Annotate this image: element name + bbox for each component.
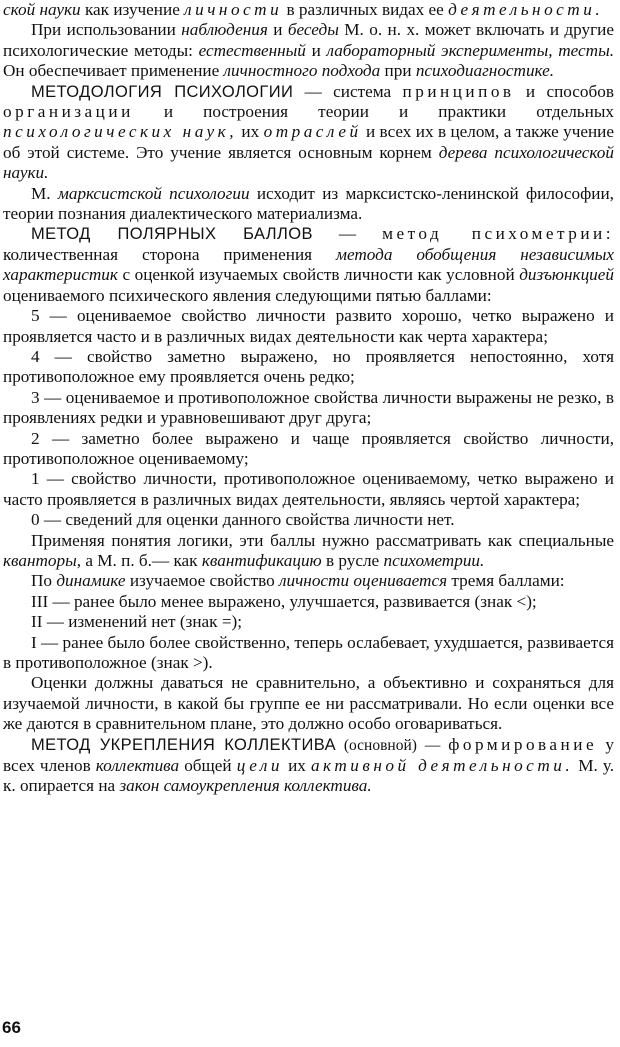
text-run: тремя баллами: <box>447 571 565 591</box>
text-run: М. о. н. х. может включать и другие психологические методы: <box>3 20 615 60</box>
text-run: Применяя понятия логики, эти баллы нужно рассматривать как специальные <box>31 530 614 550</box>
term-link: наблюдения <box>181 20 268 40</box>
entry-polar-scores <box>3 224 614 306</box>
paragraph-objectivity: Оценки должны даваться не сравнительно, а объективно и сохраняться для изучаемой личности, в какой бы группе ее ни рассматривали. Но если оценки все же даются в сравнительном плане, это должно особо оговариваться. <box>3 673 614 734</box>
text-run: в русле <box>321 550 384 570</box>
paragraph-marxist <box>3 184 614 225</box>
text-run: и построения теории и практики отдельных <box>133 102 614 122</box>
text-run: — система <box>293 81 403 101</box>
score-item: 4 — свойство заметно выражено, но проявляется непостоянно, хотя противоположное ему проявляется очень редко; <box>3 346 614 387</box>
spaced-term: метод психометрии: <box>382 224 615 244</box>
term-link: динамике <box>56 571 126 591</box>
text-run: количественная сторона применения <box>3 244 336 264</box>
spaced-term: активной деятельности. <box>310 756 574 776</box>
text-run: а М. п. б.— как <box>81 550 202 570</box>
text-run: М. <box>31 183 58 203</box>
text-run: и всех их в целом, а также учение об этой системе. Это учение является основным корнем <box>3 122 614 162</box>
entry-headword: МЕТОДОЛОГИЯ ПСИХОЛОГИИ <box>31 82 294 101</box>
term-link: личности оценивается <box>279 571 448 591</box>
text-run: изучаемое свойство <box>125 571 280 591</box>
entry-headword: МЕТОД УКРЕПЛЕНИЯ КОЛЛЕКТИВА <box>31 735 336 754</box>
spaced-term: принципов <box>402 81 515 101</box>
spaced-term: деятельности. <box>448 0 604 19</box>
dynamics-item: II — изменений нет (знак =); <box>31 612 243 632</box>
score-item: 2 — заметно более выражено и чаще проявляется свойство личности, противоположное оцениваемому; <box>3 428 614 468</box>
term-link: психометрии. <box>383 550 485 570</box>
page-number: 66 <box>2 1018 21 1037</box>
paragraph-quantifiers <box>3 531 614 572</box>
text-run: При использовании <box>31 20 182 40</box>
text-run: как изучение <box>80 0 185 19</box>
score-item: 0 — сведений для оценки данного свойства личности нет. <box>31 510 455 530</box>
dynamics-item: I — ранее было более свойственно, теперь ослабевает, ухудшается, развивается в противоположное (знак >). <box>3 632 614 672</box>
term-link: кванторы, <box>3 550 82 570</box>
entry-headword: МЕТОД ПОЛЯРНЫХ БАЛЛОВ <box>31 225 313 244</box>
text-run: исходит из марксистско-ленинской философии, теории познания диалектического материализма. <box>3 183 614 224</box>
spaced-term: организации <box>3 102 134 122</box>
spaced-term: психологических наук, <box>3 122 238 142</box>
text-run: с оценкой изучаемых свойств личности как условной <box>117 265 520 285</box>
text-run: общей <box>179 756 237 776</box>
text-run: и <box>305 40 327 60</box>
score-item: 1 — свойство личности, противоположное оцениваемому, четко выражено и часто проявляется в различных видах деятельности, являясь чертой характера; <box>3 469 614 509</box>
term-link: закон самоукрепления коллектива. <box>119 776 372 796</box>
article-column <box>3 0 614 797</box>
text-run: Он обеспечивает применение <box>3 61 224 81</box>
score-item: 3 — оцениваемое и противоположное свойства личности выражены не резко, в проявлениях редки и уравновешивают друг друга; <box>3 387 614 428</box>
text-run: По <box>31 571 57 591</box>
term-link: коллектива <box>95 756 180 776</box>
text-run: оцениваемого психического явления следующими пятью баллами: <box>3 285 492 305</box>
entry-collective <box>3 735 614 797</box>
paragraph-continuation <box>3 0 614 20</box>
paragraph-methods <box>3 20 614 81</box>
term-link: психодиагностике. <box>415 61 555 81</box>
text-run: их <box>283 756 311 776</box>
spaced-term: цели <box>236 756 283 776</box>
paragraph-dynamics <box>3 571 614 591</box>
dynamics-item: III — ранее было менее выражено, улучшается, развивается (знак <); <box>31 591 537 611</box>
text-run: при <box>380 61 416 81</box>
text-run: в различных видах ее <box>282 0 449 19</box>
spaced-term: отраслей <box>263 122 362 142</box>
entry-methodology <box>3 82 614 184</box>
term-link: квантификацию <box>201 550 322 570</box>
text-run: (основной) — <box>335 736 449 754</box>
term-link: марксистской психологии <box>57 183 250 203</box>
text-run: М. у. к. опирается на <box>3 756 615 796</box>
term-link: ской науки <box>3 0 81 19</box>
spaced-term: формирование <box>448 734 598 754</box>
text-run: и способов <box>514 81 614 101</box>
text-run: их <box>237 122 264 142</box>
term-link: беседы <box>287 20 339 40</box>
term-link: метода обобщения независимых характеристик <box>3 244 614 285</box>
term-link: дизъюнкцией <box>519 265 614 285</box>
text-run: у всех членов <box>3 734 615 776</box>
term-link: дерева психологической науки. <box>3 142 614 183</box>
text-run: и <box>267 20 288 40</box>
term-link: естественный <box>198 40 306 60</box>
term-link: лабораторный эксперименты, тесты. <box>326 40 615 60</box>
term-link: личностного подхода <box>223 61 381 81</box>
score-item: 5 — оцениваемое свойство личности развито хорошо, четко выражено и проявляется часто и в различных видах деятельности как черта характера; <box>3 306 614 346</box>
spaced-term: личности <box>184 0 283 19</box>
text-run: — <box>312 224 383 244</box>
